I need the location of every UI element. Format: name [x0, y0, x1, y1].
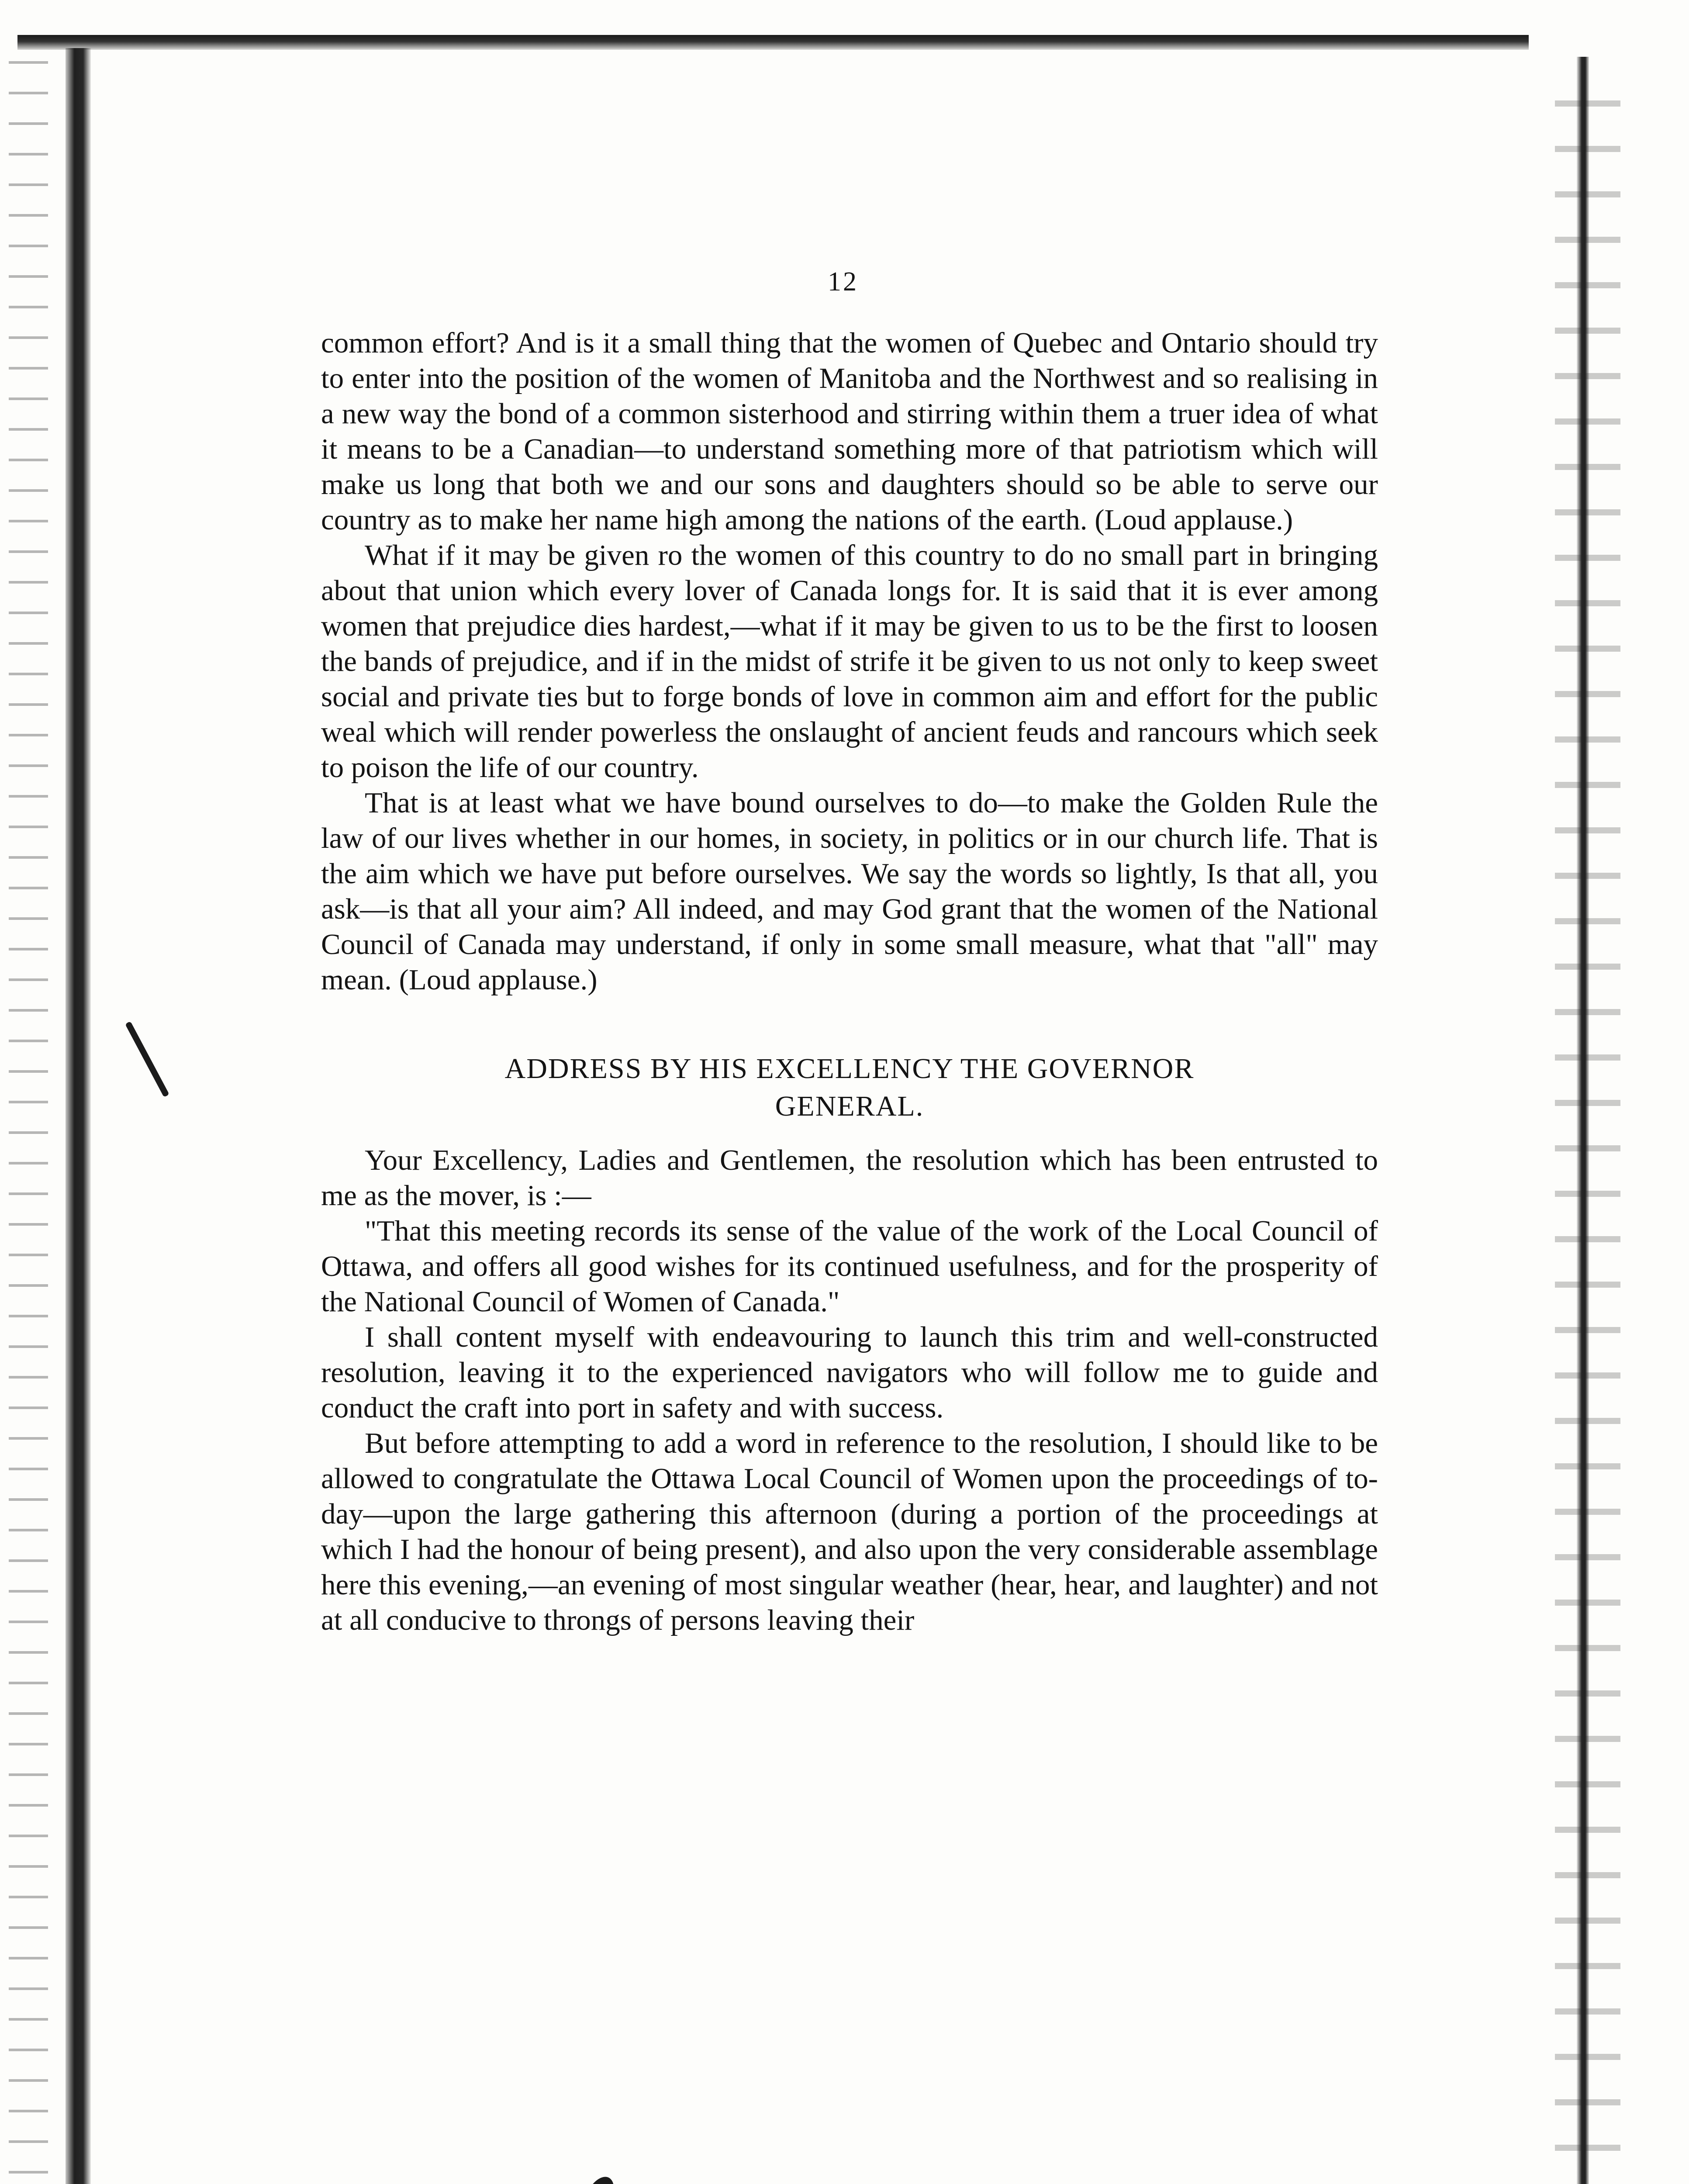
- scan-left-border: [66, 48, 91, 2184]
- page-number: 12: [828, 267, 858, 297]
- section-paragraph-3: I shall content myself with endeavouring to launch this trim and well-constructed resolution, leaving it to the experienced navigators who will follow me to guide and conduct the craft into port in safety and with success.: [321, 1321, 1378, 1424]
- paragraph-2: What if it may be given ro the women of this country to do no small part in bringing about that union which every lover of Canada longs for. It is said that it is ever among women that prejudice dies hardest,—what if it may be given to us to be the first to loosen the bands of prejudice, and if in the midst of strife it be given to us not only to keep sweet social and private ties but to forge bonds of love in common aim and effort for the public weal which will render powerless the onslaught of ancient feuds and rancours which seek to poison the life of our country.: [321, 539, 1378, 784]
- section-heading-line-1: ADDRESS BY HIS EXCELLENCY THE GOVERNOR: [504, 1053, 1195, 1085]
- ink-blot: [577, 2172, 621, 2184]
- ink-mark: [125, 1021, 169, 1097]
- scan-top-border: [17, 35, 1529, 50]
- section-paragraph-2: "That this meeting records its sense of the value of the work of the Local Council of Ottawa, and offers all good wishes for its continued usefulness, and for the prosperity of the National Council of Women of Canada.": [321, 1215, 1378, 1318]
- scan-left-margin-noise: [9, 61, 48, 2184]
- section-paragraph-1: Your Excellency, Ladies and Gentlemen, the resolution which has been entrusted to me as the mover, is :—: [321, 1144, 1378, 1212]
- paragraph-1: common effort? And is it a small thing that the women of Quebec and Ontario should try to enter into the position of the women of Manitoba and the Northwest and so realising in a new way the bond of a common sisterhood and stirring within them a truer idea of what it means to be a Canadian—to understand something more of that patriotism which will make us long that both we and our sons and daughters should so be able to serve our country as to make her name high among the nations of the earth. (Loud applause.): [321, 327, 1378, 536]
- paragraph-3: That is at least what we have bound ourselves to do—to make the Golden Rule the law of our lives whether in our homes, in society, in politics or in our church life. That is the aim which we have put before ourselves. We say the words so lightly, Is that all, you ask—is that all your aim? All indeed, and may God grant that the women of the National Council of Canada may understand, if only in some small measure, what that "all" may mean. (Loud applause.): [321, 787, 1378, 996]
- body-text: [321, 325, 1378, 1638]
- section-heading: [321, 1050, 1378, 1125]
- section-heading-line-2: GENERAL.: [775, 1090, 924, 1122]
- scan-right-border: [1577, 57, 1589, 2184]
- section-paragraph-4: But before attempting to add a word in reference to the resolution, I should like to be allowed to congratulate the Ottawa Local Council of Women upon the proceedings of to-day—upon the large gathering this afternoon (during a portion of the proceedings at which I had the honour of being present), and also upon the very considerable assemblage here this evening,—an evening of most singular weather (hear, hear, and laughter) and not at all conducive to throngs of persons leaving their: [321, 1427, 1378, 1636]
